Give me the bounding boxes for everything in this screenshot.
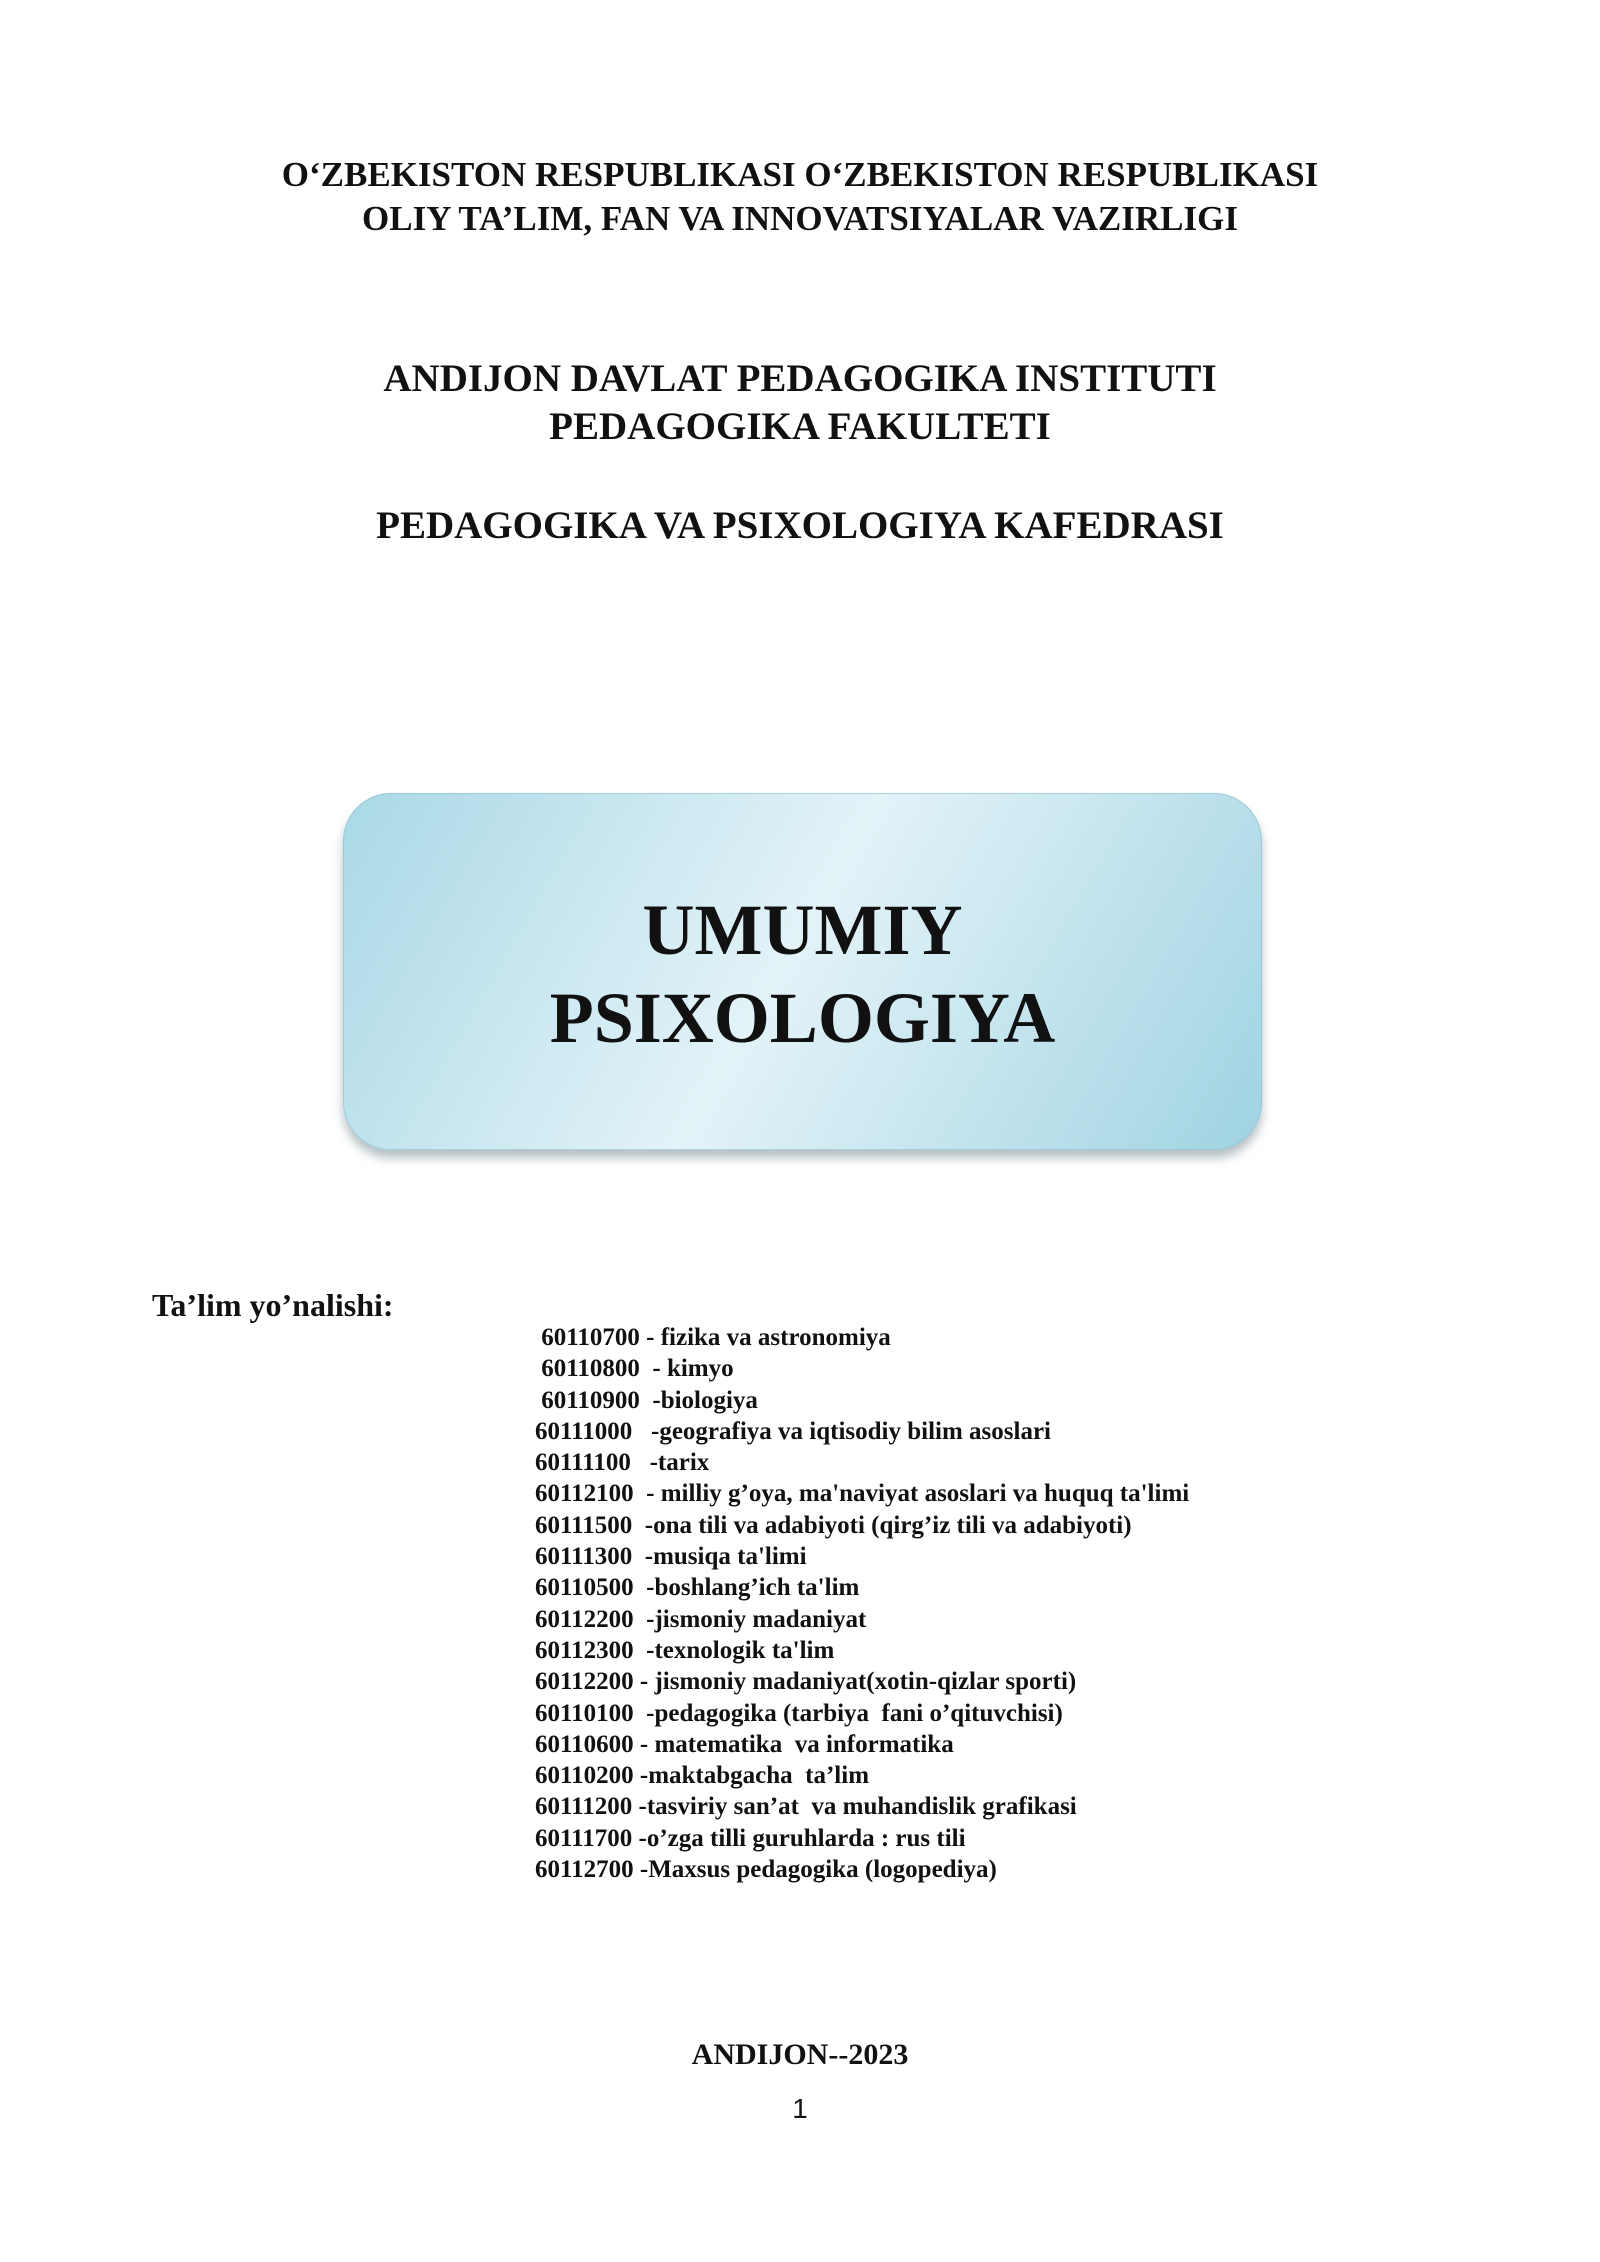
institution-name: ANDIJON DAVLAT PEDAGOGIKA INSTITUTI: [383, 357, 1217, 400]
study-direction-item: 60112200 - jismoniy madaniyat(xotin-qizlar sporti): [535, 1668, 1077, 1696]
study-direction-item: 60111100 -tarix: [535, 1449, 710, 1477]
study-direction-item: 60110100 -pedagogika (tarbiya fani o’qituvchisi): [535, 1699, 1063, 1727]
study-direction-item: 60112300 -texnologik ta'lim: [535, 1636, 835, 1664]
department-name: PEDAGOGIKA VA PSIXOLOGIYA KAFEDRASI: [376, 504, 1224, 547]
study-direction-item: 60110800 - kimyo: [535, 1355, 734, 1383]
study-direction-item: 60112200 -jismoniy madaniyat: [535, 1605, 867, 1633]
faculty-name: PEDAGOGIKA FAKULTETI: [549, 405, 1051, 448]
study-direction-label: Ta’lim yo’nalishi:: [152, 1287, 394, 1323]
study-direction-item: 60110600 - matematika va informatika: [535, 1730, 954, 1758]
ministry-header-line-2: OLIY TA’LIM, FAN VA INNOVATSIYALAR VAZIRLIGI: [362, 199, 1238, 238]
ministry-header-line-1: O‘ZBEKISTON RESPUBLIKASI O‘ZBEKISTON RESPUBLIKASI: [281, 155, 1319, 194]
study-direction-item: 60110200 -maktabgacha ta’lim: [535, 1762, 870, 1790]
study-direction-list: [535, 1322, 1189, 1885]
study-direction-item: 60111000 -geografiya va iqtisodiy bilim asoslari: [535, 1417, 1051, 1445]
page-number: 1: [792, 2093, 808, 2124]
title-line-1: UMUMIY: [642, 890, 963, 970]
study-direction-item: 60110700 - fizika va astronomiya: [535, 1324, 891, 1351]
title-line-2: PSIXOLOGIYA: [549, 978, 1056, 1058]
study-direction-item: 60111300 -musiqa ta'limi: [535, 1543, 807, 1571]
study-direction-item: 60112700 -Maxsus pedagogika (logopediya): [535, 1856, 997, 1884]
study-direction-item: 60110500 -boshlang’ich ta'lim: [535, 1574, 860, 1602]
study-direction-item: 60110900 -biologiya: [535, 1386, 758, 1414]
city-year: ANDIJON--2023: [691, 2038, 909, 2071]
study-direction-item: 60111700 -o’zga tilli guruhlarda : rus tili: [535, 1824, 966, 1852]
study-direction-item: 60112100 - milliy g’oya, ma'naviyat asoslari va huquq ta'limi: [535, 1480, 1190, 1508]
title-box: [343, 793, 1262, 1150]
study-direction-item: 60111200 -tasviriy san’at va muhandislik grafikasi: [535, 1793, 1077, 1821]
study-direction-item: 60111500 -ona tili va adabiyoti (qirg’iz tili va adabiyoti): [535, 1511, 1132, 1539]
